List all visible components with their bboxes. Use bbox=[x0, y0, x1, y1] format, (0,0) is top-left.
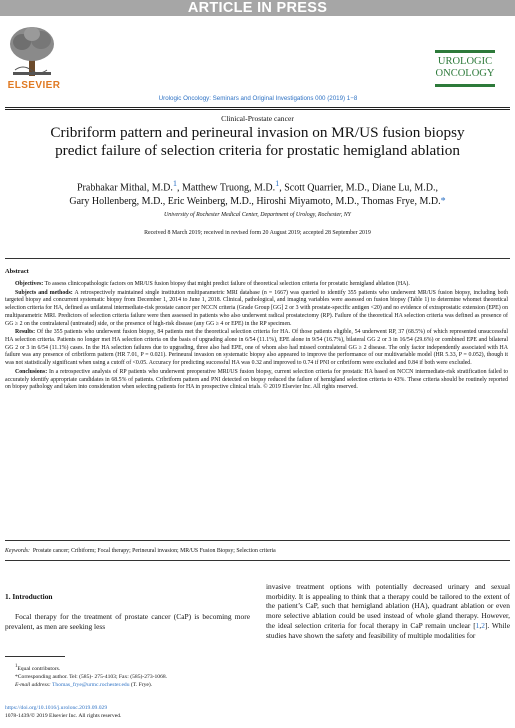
abstract-heading: Abstract bbox=[5, 268, 29, 275]
email-label: E-mail address: bbox=[15, 681, 51, 688]
journal-brand-rule-top bbox=[435, 50, 495, 53]
corresponding-author-link[interactable]: * bbox=[440, 196, 446, 208]
author-list bbox=[20, 177, 495, 209]
keywords-text: Prostate cancer; Cribiform; Focal therapy; Perineural invasion; MR/US Fusion Biopsy; Selection criteria bbox=[32, 548, 276, 554]
keywords bbox=[5, 548, 276, 554]
abstract-results bbox=[5, 329, 508, 368]
article-title-line1: Cribriform pattern and perineural invasion on MR/US fusion biopsy bbox=[50, 124, 465, 141]
email-suffix: (T. Frye). bbox=[129, 681, 153, 688]
affiliation: University of Rochester Medical Center, Department of Urology, Rochester, NY bbox=[164, 212, 351, 218]
copyright-line: 1078-1439/© 2019 Elsevier Inc. All rights reserved. bbox=[5, 713, 122, 719]
abstract-objectives bbox=[5, 281, 508, 289]
email-link[interactable]: Thomas_frye@urmc.rochester.edu bbox=[52, 681, 130, 688]
author-truong: , Matthew Truong, M.D. bbox=[177, 182, 276, 194]
journal-citation-link[interactable]: Urologic Oncology: Seminars and Original Investigations 000 (2019) 1−8 bbox=[158, 95, 358, 102]
footnote-equal-contribution bbox=[15, 663, 255, 673]
keywords-label: Keywords: bbox=[5, 548, 30, 554]
intro-right-column bbox=[266, 582, 510, 640]
conclusions-text: In a retrospective analysis of RP patients who underwent preoperative MRI/US fusion biopsy, current selection criteria for prostatic HA based on NCCN intermediate-risk stratification failed to accurately identify appropriate candidates in 68.5% of patients. Cribriform pattern and PNI detected on biopsy reduced the failure of hemigland selection criteria to 43%. These criteria should be routinely reported on biopsy pathology and taken into consideration when selecting patients for HA in prospective clinical trials. © 2019 Elsevier Inc. All rights reserved. bbox=[5, 368, 508, 391]
header-divider-secondary bbox=[5, 109, 510, 110]
footnote-divider bbox=[5, 656, 65, 657]
introduction-paragraph-continued: invasive treatment options with potentially decreased urinary and sexual morbidity. It is appealing to think that a therapy could be tailored to the extent of the patient’s CaP, such that hemigland ablation (HA), quadrant ablation or even more selective ablation could be used instead of whole gland therapy. However, the ideal selection criteria for focal therapy in CaP remain unclear [ bbox=[266, 582, 510, 630]
journal-brand-line1: UROLOGIC bbox=[437, 56, 493, 67]
journal-brand bbox=[420, 56, 510, 80]
journal-brand-rule-bottom bbox=[435, 84, 495, 87]
reference-separator: , bbox=[479, 620, 482, 630]
footnote-marker: 1 bbox=[15, 664, 18, 669]
reference-link-2[interactable]: 2 bbox=[481, 620, 485, 630]
doi-block bbox=[5, 704, 265, 720]
conclusions-label: Conclusions: bbox=[15, 368, 48, 375]
journal-brand-line2: ONCOLOGY bbox=[435, 68, 495, 79]
author-mithal: Prabhakar Mithal, M.D. bbox=[77, 182, 173, 194]
authors-line2: Gary Hollenberg, M.D., Eric Weinberg, M.D., Hiroshi Miyamoto, M.D., Thomas Frye, M.D. bbox=[69, 196, 441, 208]
keywords-divider-top bbox=[5, 540, 510, 541]
methods-label: Subjects and methods: bbox=[15, 289, 73, 296]
article-title bbox=[20, 124, 495, 160]
footnote-equal-text: Equal contributors. bbox=[17, 665, 61, 672]
footnote-link[interactable]: 1 bbox=[275, 179, 280, 188]
introduction-paragraph-tail: ]. While studies have shown the safety and feasibility of multiple modalities for bbox=[266, 620, 510, 640]
introduction-heading: 1. Introduction bbox=[5, 592, 53, 601]
author-line-1 bbox=[20, 177, 495, 195]
keywords-divider-bottom bbox=[5, 560, 510, 561]
footnotes bbox=[15, 663, 255, 689]
results-text: Of the 355 patients who underwent fusion biopsy, 84 patients met the theoretical selection criteria for HA. Of those patients eligible, 54 underwent RP, 37 (68.5%) of which represented unsuccessful HA selection criteria. Patients no longer met HA selection criteria on the basis of upgrading alone in 6/54 (11.1%), EPE alone in 9/54 (16.7%), bilateral GG 2 or 3 in 16/54 (29.6%) or combined EPE and bilateral GG 2 or 3 in 6/54 (11.1%) cases. In the HA selection failures due to upgrading, three also had EPE, one of whom also had missed contralateral GG ≥ 2 disease. The only factor independently associated with HA failure was any presence of cribriform pattern (HR 7.01, P = 0.021). Perineural invasion on systematic biopsy also appeared to improve the performance of our multivariable model (HR 5.33, P = 0.052), though it was not statistically significant when using a cutoff of <0.05. Accuracy for predicting successful HA was 0.32 and improved to 0.74 if PNI or cribriform were excluded and 0.84 if both were excluded. bbox=[5, 329, 508, 367]
publisher-name: ELSEVIER bbox=[7, 80, 61, 91]
reference-link-1[interactable]: 1 bbox=[475, 620, 480, 630]
footnote-email bbox=[15, 681, 255, 689]
elsevier-tree-logo bbox=[5, 24, 59, 80]
introduction-paragraph-start: Focal therapy for the treatment of prostate cancer (CaP) is becoming more prevalent, as men are seeking less bbox=[5, 612, 250, 631]
abstract-body bbox=[5, 281, 508, 392]
article-dates: Received 8 March 2019; received in revised form 20 August 2019; accepted 28 September 2019 bbox=[144, 230, 371, 236]
article-title-line2: predict failure of selection criteria for prostatic hemigland ablation bbox=[55, 142, 460, 159]
author-line-2 bbox=[20, 195, 495, 209]
abstract-divider-top bbox=[5, 258, 510, 259]
authors-rest-line1: , Scott Quarrier, M.D., Diane Lu, M.D., bbox=[279, 182, 438, 194]
doi-link[interactable]: https://doi.org/10.1016/j.urolonc.2019.09.029 bbox=[5, 705, 108, 711]
objectives-text: To assess clinicopathologic factors on MR/US fusion biopsy that might predict failure of theoretical selection criteria for prostatic hemigland ablation (HA). bbox=[43, 281, 410, 287]
methods-text: A retrospectively maintained single institution multiparametric MRI database (n = 1667) was queried to identify 355 patients who underwent MR/US fusion biopsy, including both targeted biopsy and concurrent systematic biopsy from December 1, 2014 to June 1, 2018. Clinical, pathological, and imaging variables were assessed on fusion biopsy (Table 1) to determine whomet theoretical selection criteria for HA, defined as unilateral intermediate-risk prostate cancer per NCCN criteria (Grade Group [GG] 2 or 3 with prostate-specific antigen <20) and no evidence of extraprostatic extension (EPE) on multiparametric MRI. Predictors of selection criteria failure were then assessed in patients who also underwent radical prostatectomy (RP). Failure of the theoretical HA selection criteria was defined as presence of GG ≥ 2 on the contralateral (untreated) side, or the presence of high-risk disease (any GG ≥ 4 or EPE) in the RP specimen. bbox=[5, 289, 509, 327]
footnote-link[interactable]: 1 bbox=[172, 179, 177, 188]
footnote-corresponding: *Corresponding author. Tel: (585)- 275-4103; Fax: (585)-273-1068. bbox=[15, 673, 168, 680]
intro-left-column bbox=[5, 592, 250, 631]
header-divider bbox=[5, 107, 510, 108]
abstract-conclusions bbox=[5, 369, 508, 392]
abstract-methods bbox=[5, 290, 508, 329]
results-label: Results: bbox=[15, 329, 36, 336]
objectives-label: Objectives: bbox=[15, 281, 44, 287]
article-section: Clinical-Prostate cancer bbox=[221, 114, 294, 123]
article-in-press-banner: ARTICLE IN PRESS bbox=[0, 0, 515, 16]
